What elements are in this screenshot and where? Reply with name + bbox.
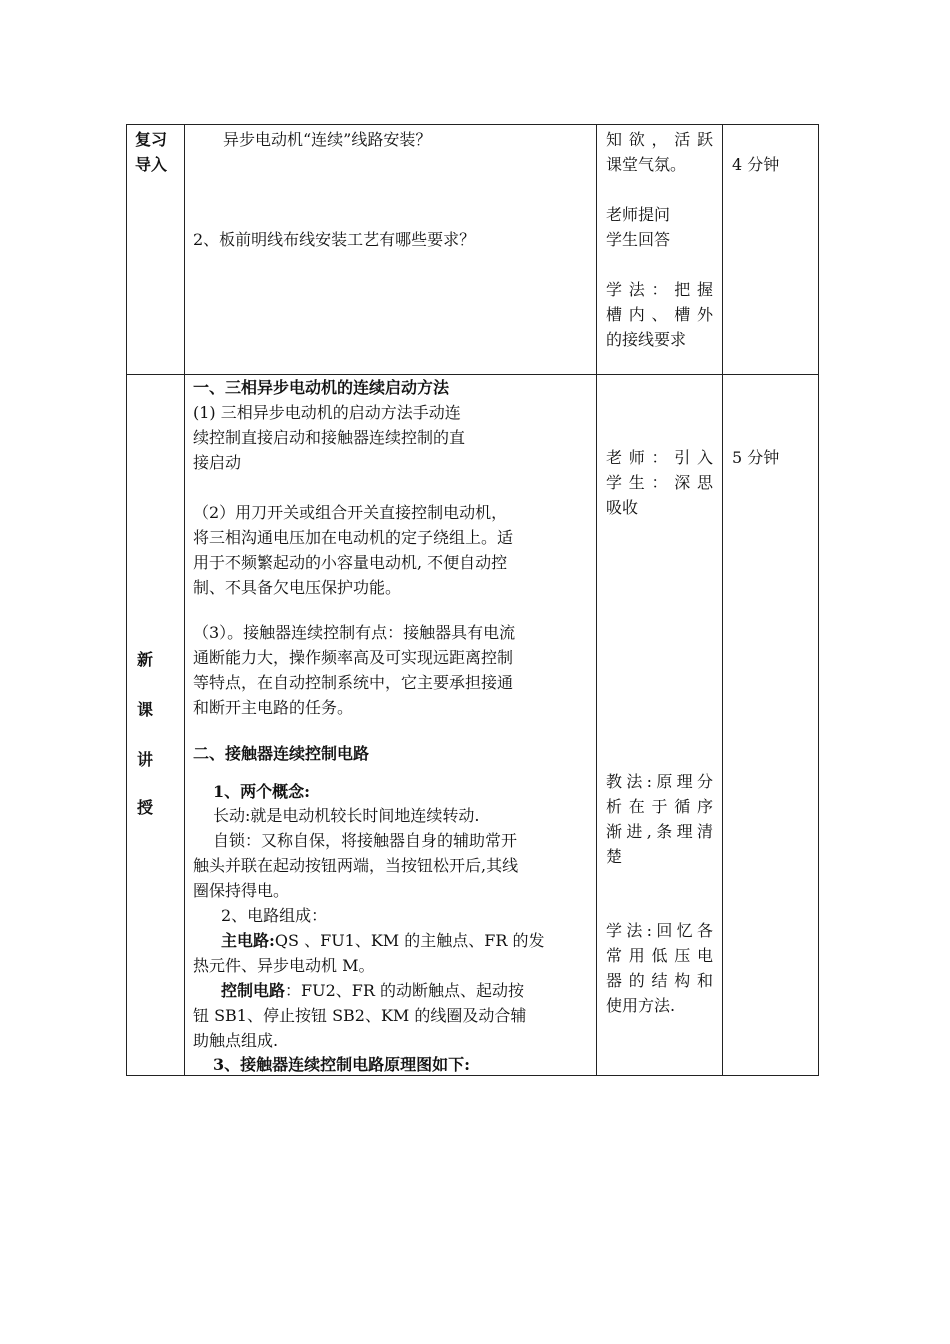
para-1-line-2: 续控制直接启动和接触器连续控制的直 (193, 428, 466, 447)
para-1-line-3: 接启动 (193, 453, 242, 472)
lesson-plan-table (126, 124, 819, 1076)
review-method-cell (597, 125, 723, 375)
new-lesson-label-char-2: 课 (137, 700, 154, 719)
review-label-line1: 复习 (135, 130, 168, 149)
main-circuit-label: 主电路: (221, 931, 275, 950)
learning-method-line-2: 常用低压电 (606, 946, 713, 965)
subsection-1-title: 1、两个概念: (213, 782, 311, 801)
teaching-method-line-2: 析在于循序 (606, 797, 713, 816)
main-circuit-line-1 (221, 928, 545, 953)
para-2-line-1: （2）用刀开关或组合开关直接控制电动机， (193, 503, 508, 522)
teaching-method-line-3: 渐进,条理清 (606, 822, 713, 841)
learning-method-line-1: 学法:回忆各 (606, 921, 713, 940)
para-2-line-4: 制、不具备欠电压保护功能。 (193, 578, 402, 597)
learning-method-line-4: 使用方法. (606, 996, 676, 1015)
learning-method-line-3: 器的结构和 (606, 971, 713, 990)
para-3-line-4: 和断开主电路的任务。 (193, 698, 354, 717)
self-lock-line-2: 触头并联在起动按钮两端，当按钮松开后,其线 (193, 856, 519, 875)
new-lesson-content-cell (185, 375, 597, 1076)
review-question-1: 异步电动机“连续”线路安装？ (223, 130, 432, 149)
review-label-line2: 导入 (135, 155, 168, 174)
control-circuit-label: 控制电路 (221, 981, 286, 1000)
section-2-title: 二、接触器连续控制电路 (193, 744, 370, 763)
review-time-cell (723, 125, 819, 375)
teacher-intro-line: 老师：引入 (606, 448, 713, 467)
self-lock-line-1: 自锁：又称自保，将接触器自身的辅助常开 (213, 831, 518, 850)
para-2-line-3: 用于不频繁起动的小容量电动机, 不便自动控 (193, 553, 508, 572)
para-1-line-1: (1) 三相异步电动机的启动方法手动连 (193, 403, 461, 422)
new-lesson-time: 5 分钟 (732, 448, 780, 467)
long-run-definition: 长动:就是电动机较长时间地连续转动. (213, 806, 480, 825)
control-circuit-line-2: 钮 SB1、停止按钮 SB2、KM 的线圈及动合辅 (193, 1006, 527, 1025)
para-3-line-1: （3）。接触器连续控制有点：接触器具有电流 (193, 623, 516, 642)
subsection-2-title: 2、电路组成： (221, 906, 328, 925)
review-method-c-line2: 槽内、槽外 (606, 305, 713, 324)
subsection-3-title: 3、接触器连续控制电路原理图如下: (213, 1055, 471, 1074)
review-time: 4 分钟 (732, 155, 780, 174)
review-method-b-line1: 老师提问 (606, 205, 671, 224)
review-method-a-line1: 知欲，活跃 (606, 130, 713, 149)
control-circuit-text: ：FU2、FR 的动断触点、起动按 (285, 981, 525, 1000)
review-method-a-line2: 课堂气氛。 (606, 155, 687, 174)
review-method-c-line3: 的接线要求 (606, 330, 687, 349)
new-lesson-label-char-4: 授 (137, 798, 154, 817)
teaching-method-line-4: 楚 (606, 847, 623, 866)
new-lesson-method-cell (597, 375, 723, 1076)
para-2-line-2: 将三相沟通电压加在电动机的定子绕组上。适 (193, 528, 514, 547)
new-lesson-label-char-3: 讲 (137, 750, 154, 769)
section-1-title: 一、三相异步电动机的连续启动方法 (193, 378, 450, 397)
control-circuit-line-3: 助触点组成. (193, 1031, 279, 1050)
review-method-b-line2: 学生回答 (606, 230, 671, 249)
review-content-cell (185, 125, 597, 375)
main-circuit-text: QS 、FU1、KM 的主触点、FR 的发 (274, 931, 545, 950)
review-method-c-line1: 学法：把握 (606, 280, 713, 299)
review-row (127, 125, 819, 375)
para-3-line-3: 等特点，在自动控制系统中，它主要承担接通 (193, 673, 514, 692)
new-lesson-label-char-1: 新 (137, 650, 154, 669)
student-think-line: 学生：深思 (606, 473, 713, 492)
main-circuit-line-2: 热元件、异步电动机 M。 (193, 956, 375, 975)
absorb-line: 吸收 (606, 498, 639, 517)
self-lock-line-3: 圈保持得电。 (193, 881, 290, 900)
review-label-cell (127, 125, 185, 375)
new-lesson-row (127, 375, 819, 1076)
teaching-method-line-1: 教法:原理分 (606, 772, 713, 791)
new-lesson-label-cell (127, 375, 185, 1076)
new-lesson-time-cell (723, 375, 819, 1076)
review-question-2: 2、板前明线布线安装工艺有哪些要求？ (193, 230, 476, 249)
control-circuit-line-1 (221, 978, 524, 1003)
para-3-line-2: 通断能力大，操作频率高及可实现远距离控制 (193, 648, 514, 667)
